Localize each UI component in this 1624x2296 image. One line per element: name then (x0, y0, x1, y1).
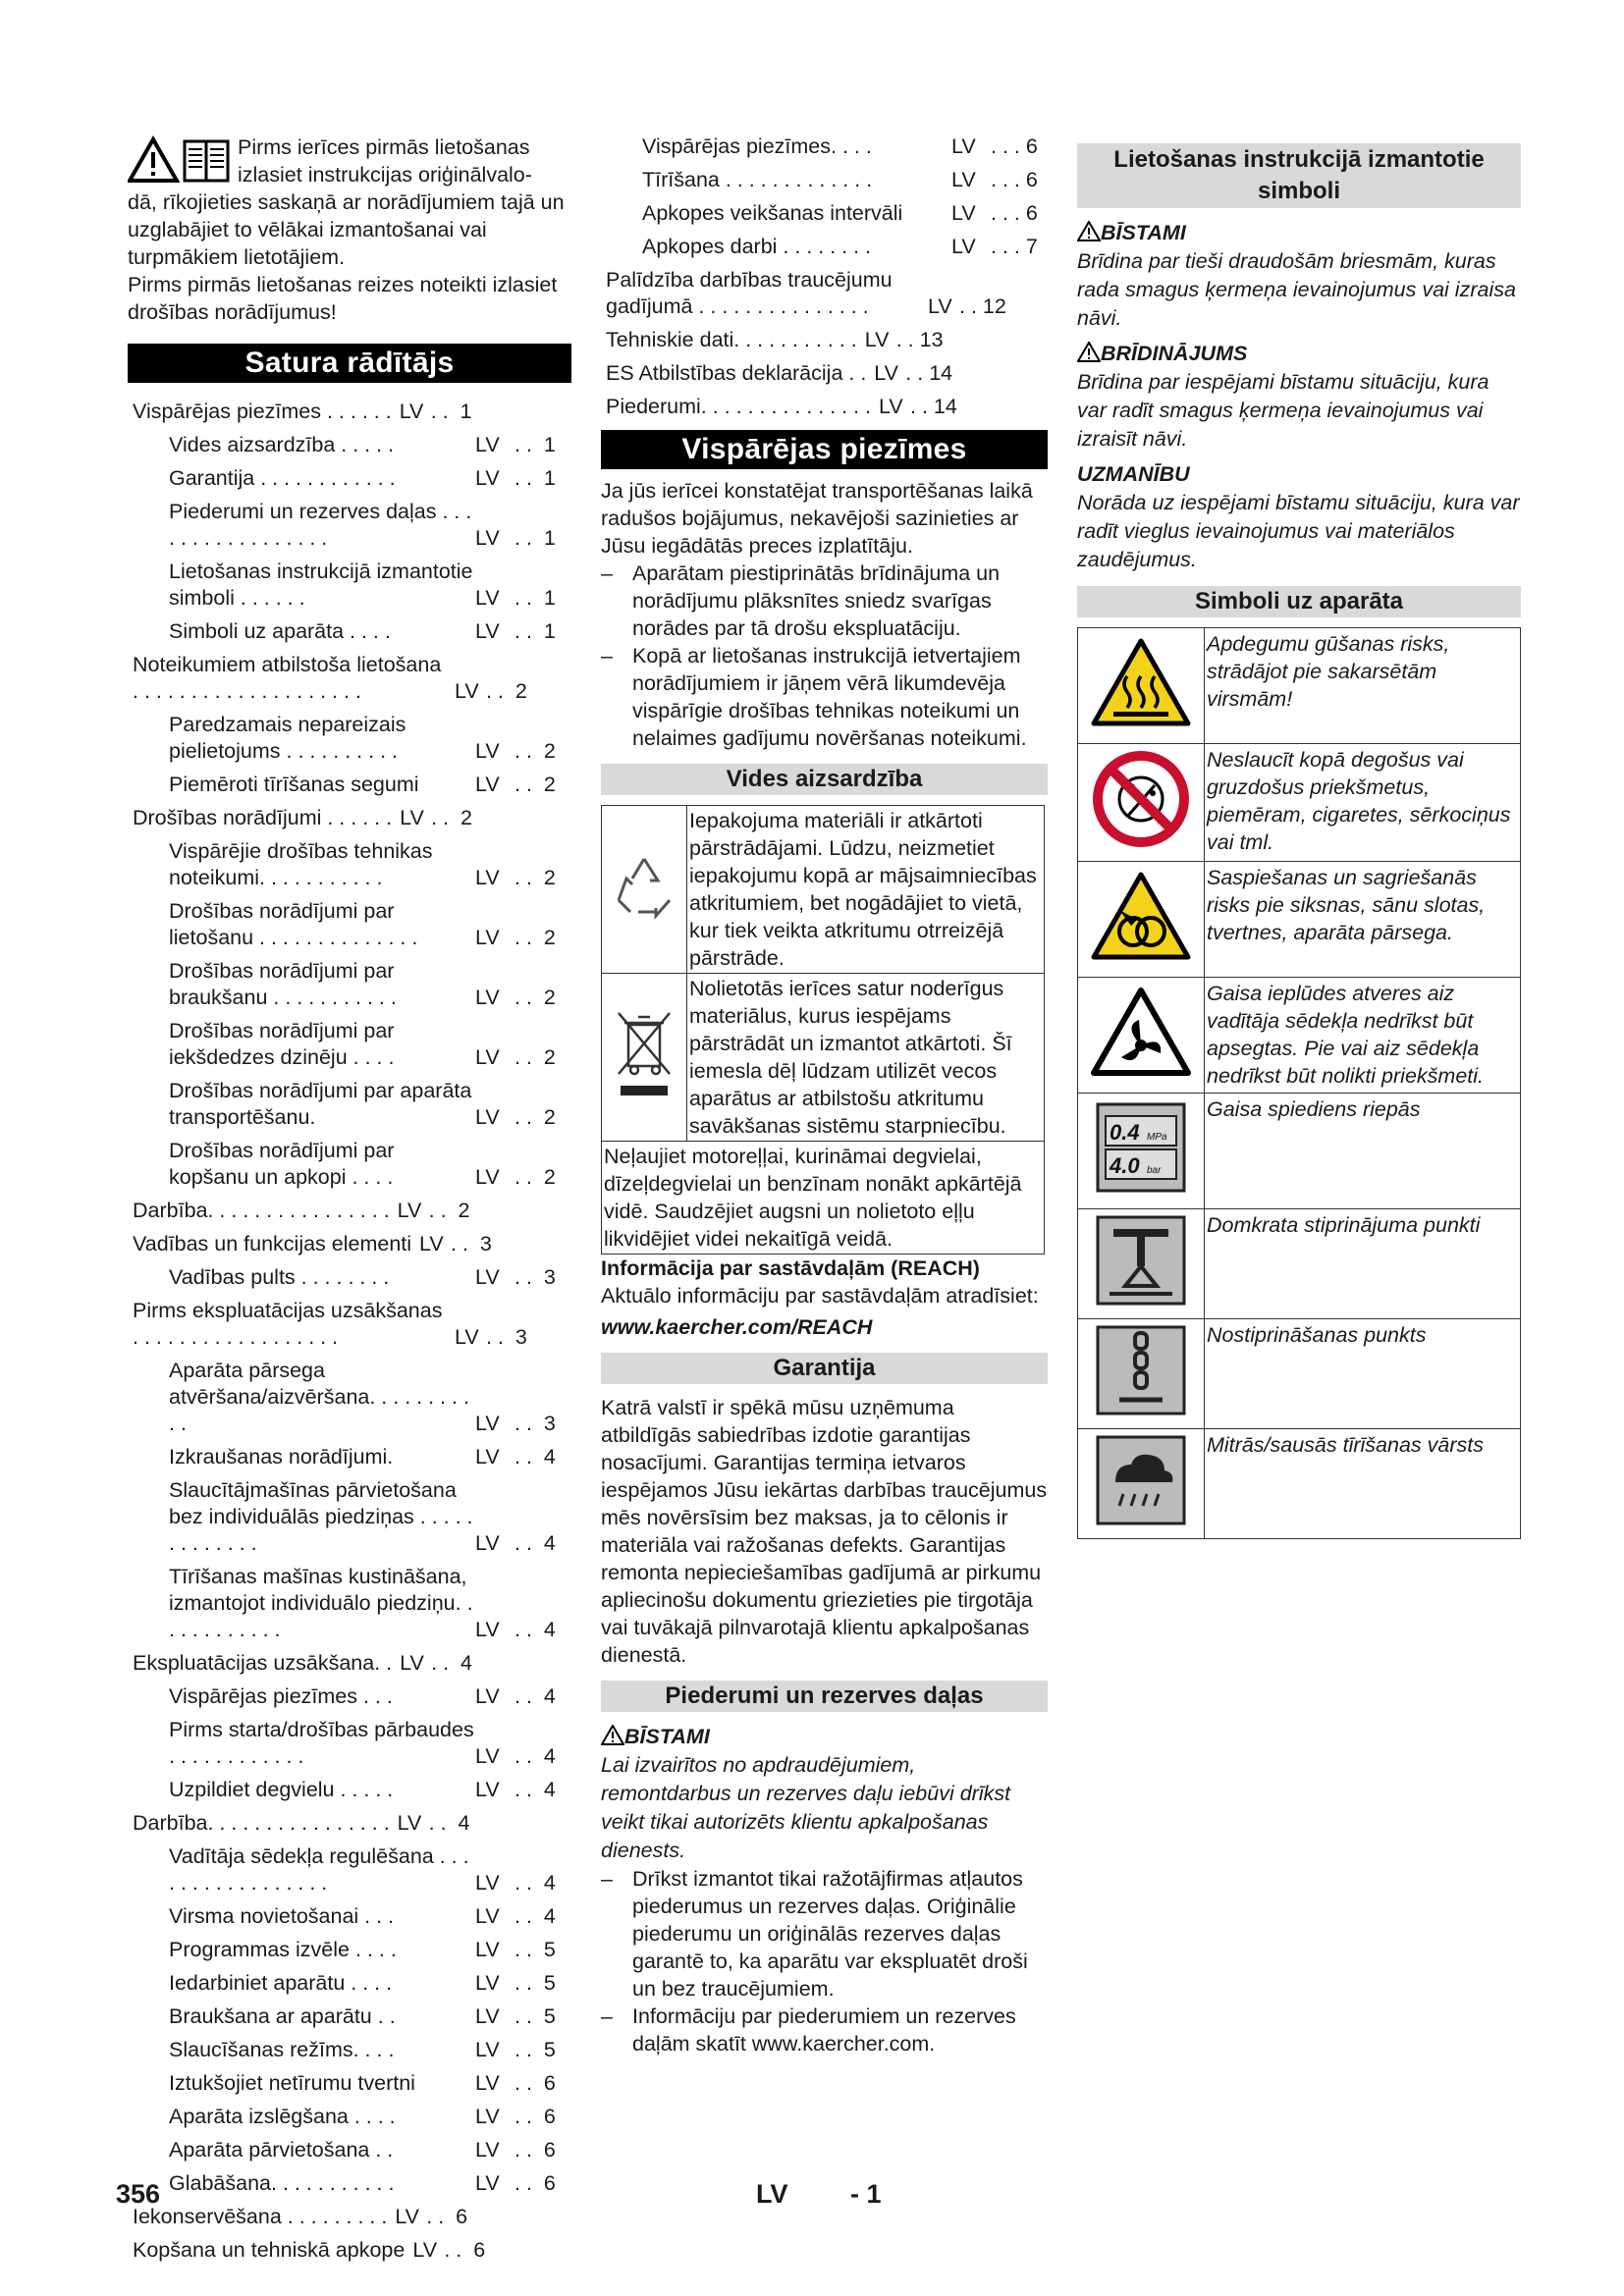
symbol-row-8: Mitrās/sausās tīrīšanas vārsts (1205, 1429, 1521, 1539)
toc-entry-language: LV (475, 773, 500, 796)
hot-surface-icon (1090, 637, 1192, 727)
toc-entry-title: Iztukšojiet netīrumu tvertni (169, 2071, 415, 2095)
toc-entry-title: Slaucītājmašīnas pārvietošana bez individuālās piedziņas . . . . . . . . . . . . . (169, 1478, 473, 1555)
toc-entry-language: LV (475, 866, 500, 889)
toc-entry-title: Darbība. . . . . . . . . . . . . . . . (133, 1811, 390, 1835)
toc-entry-page: . . 2 (514, 926, 556, 949)
toc-entry[interactable] (128, 1810, 571, 1837)
toc-entry-title: Uzpildiet degvielu . . . . . (169, 1778, 394, 1801)
toc-entry[interactable] (128, 2104, 571, 2130)
toc-entry[interactable] (128, 1078, 571, 1131)
toc-entry-language: LV (412, 2238, 438, 2262)
toc-entry[interactable] (128, 652, 571, 705)
toc-entry-language: LV (475, 1871, 500, 1895)
toc-entry[interactable] (128, 2037, 571, 2063)
toc-entry-title: Apkopes darbi . . . . . . . . (642, 235, 872, 258)
warning-triangle-icon (1077, 221, 1101, 241)
toc-entry-language: LV (475, 1778, 500, 1801)
toc-entry-title: Piemēroti tīrīšanas segumi (169, 773, 419, 796)
toc-entry-language: LV (475, 1445, 500, 1468)
toc-entry-title: Pirms starta/drošības pārbaudes . . . . . . . . . . . . (169, 1718, 474, 1768)
toc-entry[interactable] (601, 234, 1048, 260)
toc-entry-title: ES Atbilstības deklarācija . . (606, 361, 867, 385)
intro-para-2: Pirms pirmās lietošanas reizes noteikti izlasiet drošības norādījumus! (128, 273, 558, 324)
toc-entry-language: LV (928, 294, 952, 318)
toc-entry-title: Tīrīšanas mašīnas kustināšana, izmantojot individuālo piedziņu. . . . . . . . . . . . (169, 1565, 473, 1641)
toc-entry[interactable] (128, 1444, 571, 1470)
toc-entry-title: Vispārējas piezīmes. . . . (642, 134, 872, 158)
parts-heading: Piederumi un rezerves daļas (601, 1681, 1048, 1712)
footer-section-number: - 1 (850, 2179, 882, 2209)
symbols-device-heading: Simboli uz aparāta (1077, 586, 1521, 617)
warning-label: BRĪDINĀJUMS (1101, 342, 1248, 365)
toc-entry-page: . . 2 (514, 986, 556, 1009)
toc-entry[interactable] (601, 267, 1048, 320)
toc-entry-language: LV (951, 134, 976, 158)
fan-warning-icon (1090, 987, 1192, 1077)
toc-entry-language: LV (475, 1684, 500, 1708)
toc-entry[interactable] (128, 838, 571, 891)
toc-entry-title: Programmas izvēle . . . . (169, 1938, 397, 1961)
toc-entry-page: . . 4 (514, 1904, 556, 1928)
intro-block (128, 133, 571, 326)
toc-entry[interactable] (128, 2003, 571, 2030)
toc-entry[interactable] (128, 1298, 571, 1351)
toc-entry-title: Drošības norādījumi par lietošanu . . . . . . . . . . . . . . (169, 899, 418, 949)
toc-entry-language: LV (397, 1811, 422, 1835)
toc-list (128, 399, 571, 2264)
warranty-text: Katrā valstī ir spēkā mūsu uzņēmuma atbildīgās sabiedrības izdotie garantijas nosacījumi. Garantijas termiņa ietvaros iespējamos Jūsu iekārtas darbības traucējumus mēs novērsīsim bez maksas, ja to cēlonis ir materiāla vai ražošanas defekts. Garantijas remonta nepieciešamības gadījumā ar pirkumu apliecinošu dokumentu griezieties pie tirgotāja vai tuvākajā pilnvarotajā klientu apkalpošanas dienestā. (601, 1396, 1048, 1667)
toc-entry-page: . . 14 (910, 395, 957, 418)
toc-entry-language: LV (419, 1232, 444, 1255)
toc-entry-page: . . 2 (514, 739, 556, 763)
toc-entry-title: Vadītāja sēdekļa regulēšana . . . . . . . . . . . . . . . . . (169, 1844, 469, 1895)
toc-entry[interactable] (128, 1970, 571, 1997)
toc-entry[interactable] (128, 559, 571, 612)
toc-entry-page: . . 4 (514, 1744, 556, 1768)
toc-entry[interactable] (601, 167, 1048, 193)
danger-title (1077, 218, 1521, 247)
toc-entry[interactable] (128, 1477, 571, 1557)
toc-entry[interactable] (128, 772, 571, 798)
toc-entry-title: Drošības norādījumi . . . . . . (133, 806, 393, 829)
env-row-2: Nolietotās ierīces satur noderīgus materiālus, kurus iespējams pārstrādāt un izmantot atkārtoti. Šī iemesla dēļ lūdzam utilizēt vecos aparātus ar atbilstošu atkritumu savākšanas sistēmu starpniecību. (687, 974, 1045, 1142)
toc-entry-title: Paredzamais nepareizais pielietojums . . . . . . . . . . (169, 713, 406, 763)
toc-entry-language: LV (475, 2105, 500, 2128)
wet-dry-valve-icon (1096, 1435, 1186, 1525)
toc-entry-language: LV (400, 806, 424, 829)
toc-entry-page: . . 3 (514, 1265, 556, 1289)
toc-entry-title: Simboli uz aparāta . . . . (169, 619, 391, 643)
toc-entry-title: Vadības pults . . . . . . . . (169, 1265, 390, 1289)
toc-entry-page: . . 4 (514, 1531, 556, 1555)
toc-entry-page: . . 6 (444, 2238, 486, 2262)
column-3 (1077, 133, 1521, 1539)
toc-entry[interactable] (128, 618, 571, 645)
toc-entry-page: . . . 6 (991, 201, 1038, 225)
toc-entry-title: Drošības norādījumi par aparāta transportēšanu. (169, 1079, 472, 1129)
toc-entry[interactable] (128, 1903, 571, 1930)
general-bullet-1: – Aparātam piestiprinātās brīdinājuma un norādījumu plāksnītes sniedz svarīgas norādes par tā drošu ekspluatāciju. (601, 560, 1048, 642)
toc-entry-title: Drošības norādījumi par braukšanu . . . . . . . . . . . (169, 959, 397, 1009)
toc-entry-language: LV (475, 739, 500, 763)
toc-entry-language: LV (475, 1165, 500, 1189)
toc-entry-language: LV (475, 986, 500, 1009)
toc-entry-page: . . 2 (514, 1105, 556, 1129)
toc-entry-page: . . 12 (959, 294, 1006, 318)
toc-entry-page: . . 1 (514, 586, 556, 610)
toc-entry-page: . . 2 (431, 806, 472, 829)
parts-warn-text: Lai izvairītos no apdraudējumiem, remontdarbus un rezerves daļu iebūvi drīkst veikt tikai autorizēts klientu apkalpošanas dienests. (601, 1753, 1011, 1862)
intro-line-1: Pirms ierīces pirmās lietošanas (238, 135, 530, 159)
column-1 (128, 133, 571, 2270)
toc-entry-language: LV (475, 586, 500, 610)
toc-entry-language: LV (475, 526, 500, 550)
general-p1: Ja jūs ierīcei konstatējat transportēšanas laikā radušos bojājumus, nekavējoši sazinieties ar Jūsu iegādātās preces izplatītāju. (601, 479, 1033, 558)
crossed-bin-icon (613, 1007, 676, 1101)
toc-entry-language: LV (475, 1744, 500, 1768)
toc-entry[interactable] (128, 465, 571, 492)
toc-entry-language: LV (475, 2038, 500, 2061)
toc-entry-page: . . 3 (486, 1325, 527, 1349)
toc-entry-page: . . . 6 (991, 168, 1038, 191)
toc-entry-page: . . 5 (514, 2004, 556, 2028)
parts-warn-label: BĪSTAMI (624, 1725, 710, 1748)
toc-entry-page: . . 2 (486, 679, 527, 703)
toc-entry-page: . . 1 (514, 526, 556, 550)
toc-entry-language: LV (475, 619, 500, 643)
toc-entry-title: Aparāta pārsega atvēršana/aizvēršana. . . . . . . . . . . (169, 1359, 469, 1435)
toc-entry-language: LV (455, 1325, 479, 1349)
warranty-heading: Garantija (601, 1353, 1048, 1384)
toc-entry[interactable] (128, 1358, 571, 1437)
toc-entry[interactable] (128, 1717, 571, 1770)
pressure-unit-2: bar (1147, 1165, 1162, 1176)
symbol-row-7: Nostiprināšanas punkts (1205, 1319, 1521, 1429)
toc-entry[interactable] (128, 712, 571, 765)
toc-entry-language: LV (475, 1045, 500, 1069)
toc-entry-language: LV (475, 2004, 500, 2028)
tie-down-icon (1096, 1325, 1186, 1415)
jack-point-icon (1096, 1215, 1186, 1306)
general-bullet-2: – Kopā ar lietošanas instrukcijā ietvertajiem norādījumiem ir jāņem vērā likumdevēja vispārīgie drošības tehnikas noteikumi un nelaimes gadījumu novēršanas noteikumi. (601, 642, 1048, 752)
symbol-row-3: Saspiešanas un sagriešanās risks pie siksnas, sānu slotas, tvertnes, aparāta pārsega. (1205, 862, 1521, 978)
toc-entry-page: . . 5 (514, 2038, 556, 2061)
toc-entry-language: LV (475, 2071, 500, 2095)
toc-entry-title: Garantija . . . . . . . . . . . . (169, 466, 396, 490)
toc-entry[interactable] (601, 133, 1048, 160)
toc-entry-page: . . 2 (514, 1165, 556, 1189)
toc-entry-title: Vispārējas piezīmes . . . . . . (133, 400, 392, 423)
recycle-icon-cell (602, 806, 687, 974)
footer-language: LV (756, 2179, 788, 2209)
toc-entry[interactable] (128, 2070, 571, 2097)
pressure-value-2: 4.0 (1110, 1153, 1140, 1178)
toc-entry[interactable] (128, 1683, 571, 1710)
caution-title: UZMANĪBU (1077, 462, 1190, 486)
toc-entry-language: LV (400, 1651, 424, 1675)
toc-entry-page: . . 6 (514, 2071, 556, 2095)
toc-list-continued (601, 133, 1048, 420)
general-heading: Vispārējas piezīmes (601, 430, 1048, 469)
toc-entry-language: LV (399, 400, 424, 423)
toc-entry[interactable] (128, 1564, 571, 1643)
toc-entry-page: . . 3 (451, 1232, 492, 1255)
env-row-1: Iepakojuma materiāli ir atkārtoti pārstrādājami. Lūdzu, neizmetiet iepakojumu kopā ar mājsaimniecības atkritumiem, bet nogādājiet to vietā, kur tiek veikta atkritumu otrreizējā pārstrāde. (687, 806, 1045, 974)
caution-text: Norāda uz iespējami bīstamu situāciju, kura var radīt vieglus ievainojumus vai materiālos zaudējumus. (1077, 491, 1520, 571)
toc-entry[interactable] (128, 805, 571, 831)
toc-entry-page: . . . 6 (991, 134, 1038, 158)
toc-entry[interactable] (601, 327, 1048, 353)
toc-entry-page: . . 5 (514, 1938, 556, 1961)
toc-entry-title: Tehniskie dati. . . . . . . . . . . (606, 328, 857, 351)
toc-entry-title: Izkraušanas norādījumi. (169, 1445, 394, 1468)
toc-entry-page: . . 4 (428, 1811, 470, 1835)
reach-title: Informācija par sastāvdaļām (REACH) (601, 1256, 980, 1280)
toc-entry-title: Iedarbiniet aparātu . . . . (169, 1971, 393, 1995)
reach-text: Aktuālo informāciju par sastāvdaļām atradīsiet: (601, 1284, 1039, 1308)
toc-entry-title: Aparāta pārvietošana . . (169, 2138, 394, 2162)
column-2 (601, 133, 1048, 2057)
toc-entry-language: LV (475, 1938, 500, 1961)
toc-heading: Satura rādītājs (128, 344, 571, 383)
toc-entry-language: LV (475, 1105, 500, 1129)
tire-pressure-icon (1096, 1102, 1186, 1193)
toc-entry-page: . . 4 (431, 1651, 472, 1675)
no-flammables-icon (1092, 750, 1190, 848)
toc-entry[interactable] (128, 898, 571, 951)
toc-entry-page: . . 1 (430, 400, 472, 423)
toc-entry-language: LV (397, 1199, 422, 1222)
symbol-row-1: Apdegumu gūšanas risks, strādājot pie sakarsētām virsmām! (1205, 628, 1521, 744)
toc-entry[interactable] (128, 499, 571, 552)
toc-entry-title: Kopšana un tehniskā apkope (133, 2238, 406, 2262)
toc-entry-page: . . 14 (905, 361, 953, 385)
toc-entry-page: . . 6 (514, 2171, 556, 2195)
toc-entry-language: LV (475, 926, 500, 949)
toc-entry-language: LV (475, 1265, 500, 1289)
parts-warn-title (601, 1722, 1048, 1751)
toc-entry[interactable] (128, 1264, 571, 1291)
toc-entry[interactable] (128, 1650, 571, 1677)
toc-entry-title: Darbība. . . . . . . . . . . . . . . . (133, 1199, 390, 1222)
toc-entry-language: LV (475, 1412, 500, 1435)
toc-entry-title: Aparāta izslēgšana . . . . (169, 2105, 396, 2128)
toc-entry-title: Ekspluatācijas uzsākšana. . (133, 1651, 393, 1675)
danger-text: Brīdina par tieši draudošām briesmām, kuras rada smagus ķermeņa ievainojumus vai izraisa nāvi. (1077, 249, 1516, 330)
parts-bullet-1: – Drīkst izmantot tikai ražotājfirmas atļautos piederumus un rezerves daļas. Oriģinālie piederumu un oriģinālās rezerves daļas garantē to, ka aparātu var ekspluatēt droši un bez traucējumiem. (601, 1865, 1048, 2002)
page-number: 356 (116, 2179, 161, 2209)
toc-entry-title: Vispārējie drošības tehnikas noteikumi. . . . . . . . . . . (169, 839, 433, 889)
toc-entry[interactable] (128, 1018, 571, 1071)
intro-line-2: izlasiet instrukcijas oriģinālvalo- (238, 163, 532, 187)
env-row-3: Neļaujiet motoreļļai, kurināmai degvielai, dīzeļdegvielai un benzīnam nonākt apkārtējā vidē. Saudzējiet augsni un nolietoto eļļu likvidējiet videi nekaitīgā veidā. (602, 1142, 1045, 1255)
toc-entry-language: LV (475, 1904, 500, 1928)
toc-entry-page: . . 6 (514, 2138, 556, 2162)
symbol-row-6: Domkrata stiprinājuma punkti (1205, 1209, 1521, 1319)
toc-entry[interactable] (128, 2137, 571, 2163)
symbols-manual-heading: Lietošanas instrukcijā izmantotie simboli (1077, 143, 1521, 208)
toc-entry-title: Tīrīšana . . . . . . . . . . . . . (642, 168, 873, 191)
intro-rest: dā, rīkojieties saskaņā ar norādījumiem tajā un uzglabājiet to vēlākai izmantošanai vai turpmākiem lietotājiem. (128, 190, 565, 269)
parts-bullet-2: – Informāciju par piederumiem un rezerves daļām skatīt www.kaercher.com. (601, 2002, 1048, 2057)
symbol-row-4: Gaisa ieplūdes atveres aiz vadītāja sēdekļa nedrīkst būt apsegtas. Pie vai aiz sēdekļa nedrīkst būt nolikti priekšmeti. (1205, 978, 1521, 1094)
toc-entry-title: Vispārējas piezīmes . . . (169, 1684, 393, 1708)
toc-entry-page: . . 13 (895, 328, 944, 351)
warning-triangle-icon (1077, 342, 1101, 362)
toc-entry-page: . . 4 (514, 1684, 556, 1708)
toc-entry[interactable] (128, 958, 571, 1011)
toc-entry-page: . . 4 (514, 1871, 556, 1895)
symbol-row-5: Gaisa spiediens riepās (1205, 1094, 1521, 1209)
symbols-device-table (1077, 627, 1521, 1539)
reach-url[interactable]: www.kaercher.com/REACH (601, 1315, 873, 1339)
symbol-row-2: Neslaucīt kopā degošus vai gruzdošus priekšmetus, piemēram, cigaretes, sērkociņus vai tml. (1205, 744, 1521, 862)
toc-entry-title: Palīdzība darbības traucējumu gadījumā . . . . . . . . . . . . . . . (606, 268, 893, 318)
toc-entry-title: Pirms ekspluatācijas uzsākšanas . . . . . . . . . . . . . . . . . . (133, 1299, 443, 1349)
toc-entry-language: LV (455, 679, 479, 703)
toc-entry[interactable] (601, 200, 1048, 227)
toc-entry-language: LV (395, 2205, 420, 2228)
toc-entry-title: Vides aizsardzība . . . . . (169, 433, 395, 456)
toc-entry-page: . . . 7 (991, 235, 1038, 258)
weee-icon-cell (602, 974, 687, 1142)
toc-entry-language: LV (475, 1971, 500, 1995)
toc-entry-language: LV (475, 466, 500, 490)
toc-entry-language: LV (475, 2138, 500, 2162)
toc-entry[interactable] (128, 1138, 571, 1191)
toc-entry-title: Iekonservēšana . . . . . . . . . (133, 2205, 388, 2228)
pressure-value-1: 0.4 (1110, 1120, 1140, 1145)
pressure-unit-1: MPa (1147, 1132, 1167, 1143)
warning-manual-icon (128, 135, 234, 185)
toc-entry-page: . . 1 (514, 619, 556, 643)
toc-entry[interactable] (128, 399, 571, 425)
toc-entry-title: Vadības un funkcijas elementi (133, 1232, 412, 1255)
toc-entry[interactable] (128, 1231, 571, 1257)
recycle-icon (609, 851, 679, 922)
toc-entry-language: LV (951, 168, 976, 191)
toc-entry-page: . . 2 (514, 1045, 556, 1069)
toc-entry[interactable] (128, 2237, 571, 2264)
toc-entry-page: . . 6 (514, 2105, 556, 2128)
warning-title (1077, 339, 1521, 368)
toc-entry-page: . . 1 (514, 466, 556, 490)
toc-entry-language: LV (879, 395, 903, 418)
toc-entry-title: Piederumi. . . . . . . . . . . . . . . (606, 395, 872, 418)
toc-entry-language: LV (951, 201, 976, 225)
toc-entry-language: LV (475, 2171, 500, 2195)
toc-entry-language: LV (475, 1531, 500, 1555)
toc-entry-title: Braukšana ar aparātu . . (169, 2004, 396, 2028)
toc-entry[interactable] (128, 1777, 571, 1803)
toc-entry-title: Drošības norādījumi par iekšdedzes dzinēju . . . . (169, 1019, 395, 1069)
toc-entry-page: . . 4 (514, 1618, 556, 1641)
toc-entry-language: LV (475, 1618, 500, 1641)
danger-label: BĪSTAMI (1101, 221, 1186, 244)
toc-entry-page: . . 5 (514, 1971, 556, 1995)
toc-entry-page: . . 2 (514, 866, 556, 889)
toc-entry-language: LV (475, 433, 500, 456)
toc-entry-page: . . 4 (514, 1445, 556, 1468)
env-table (601, 805, 1045, 1255)
toc-entry[interactable] (128, 2170, 571, 2197)
toc-entry-title: Drošības norādījumi par kopšanu un apkopi . . . . (169, 1139, 395, 1189)
toc-entry-language: LV (874, 361, 898, 385)
env-heading: Vides aizsardzība (601, 764, 1048, 795)
warning-text: Brīdina par iespējami bīstamu situāciju, kura var radīt smagus ķermeņa ievainojumus vai izraisīt nāvi. (1077, 370, 1489, 451)
toc-entry[interactable] (128, 2204, 571, 2230)
toc-entry[interactable] (128, 1937, 571, 1963)
toc-entry-title: Lietošanas instrukcijā izmantotie simboli . . . . . . (169, 560, 473, 610)
toc-entry-language: LV (951, 235, 976, 258)
toc-entry-page: . . 4 (514, 1778, 556, 1801)
toc-entry-title: Slaucīšanas režīms. . . . (169, 2038, 395, 2061)
toc-entry[interactable] (601, 394, 1048, 420)
toc-entry-language: LV (864, 328, 890, 351)
toc-entry-page: . . 6 (426, 2205, 468, 2228)
toc-entry-page: . . 3 (514, 1412, 556, 1435)
toc-entry-title: Noteikumiem atbilstoša lietošana . . . . . . . . . . . . . . . . . . . . (133, 653, 442, 703)
crush-hazard-icon (1090, 871, 1192, 961)
toc-entry-title: Virsma novietošanai . . . (169, 1904, 395, 1928)
toc-entry-page: . . 2 (428, 1199, 470, 1222)
toc-entry[interactable] (128, 1843, 571, 1896)
toc-entry-title: Glabāšana. . . . . . . . . . . (169, 2171, 395, 2195)
toc-entry-title: Piederumi un rezerves daļas . . . . . . . . . . . . . . . . . (169, 500, 472, 550)
toc-entry[interactable] (128, 432, 571, 458)
toc-entry-page: . . 1 (514, 433, 556, 456)
toc-entry-title: Apkopes veikšanas intervāli (642, 201, 903, 225)
toc-entry[interactable] (128, 1198, 571, 1224)
warning-triangle-icon (601, 1725, 624, 1745)
toc-entry[interactable] (601, 360, 1048, 387)
toc-entry-page: . . 2 (514, 773, 556, 796)
